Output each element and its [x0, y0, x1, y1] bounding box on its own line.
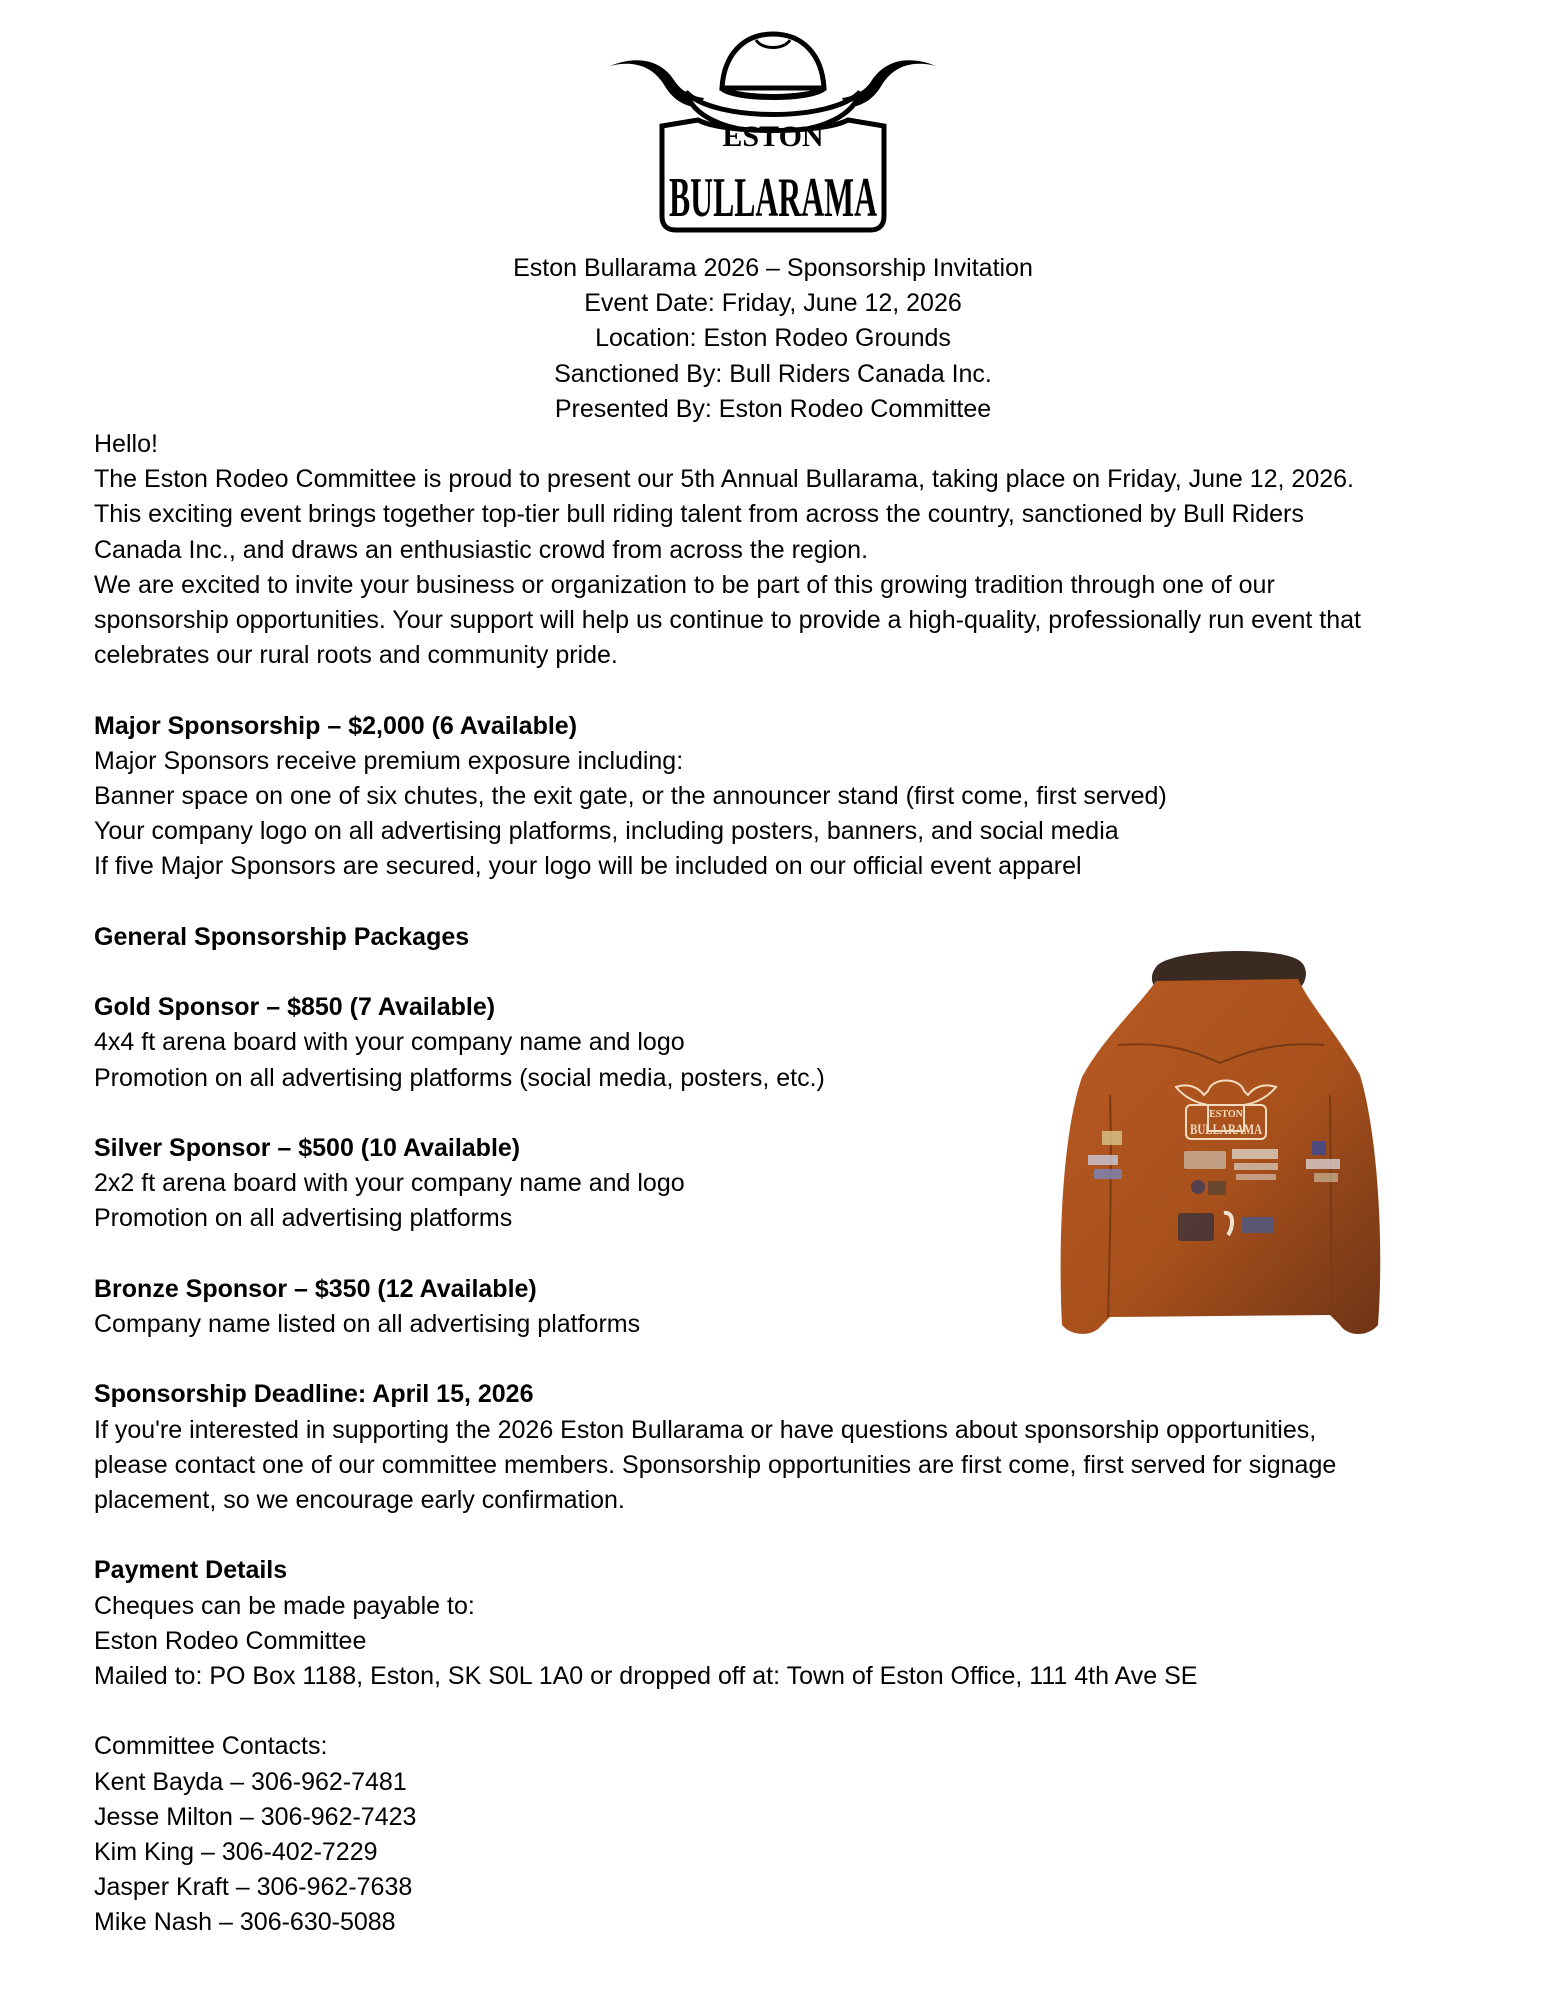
greeting: Hello! [94, 430, 158, 458]
eston-bullarama-logo [604, 26, 942, 236]
contact-entry: Kim King – 306-402-7229 [94, 1838, 378, 1866]
major-benefit-item: Your company logo on all advertising platforms, including posters, banners, and social media [94, 817, 1119, 846]
sponsor-patch [1312, 1141, 1326, 1155]
intro-paragraph-line: This exciting event brings together top-tier bull riding talent from across the country, sanctioned by Bull Riders [94, 500, 1304, 529]
silver-benefit-item: 2x2 ft arena board with your company name and logo [94, 1169, 685, 1198]
contact-entry: Jesse Milton – 306-962-7423 [94, 1802, 417, 1831]
deadline-paragraph-line: please contact one of our committee members. Sponsorship opportunities are first come, first served for signage [94, 1450, 1337, 1479]
invite-paragraph-line: celebrates our rural roots and community pride. [94, 641, 618, 670]
major-sponsorship-intro: Major Sponsors receive premium exposure including: [94, 746, 684, 775]
presenter: Presented By: Eston Rodeo Committee [554, 394, 992, 423]
event-location: Location: Eston Rodeo Grounds [595, 324, 951, 353]
sponsor-patch [1094, 1169, 1122, 1179]
mailing-address: Mailed to: PO Box 1188, Eston, SK S0L 1A0 or dropped off at: Town of Eston Office, 111 4th Ave SE [94, 1662, 1198, 1690]
deadline-paragraph-line: If you're interested in supporting the 2026 Eston Bullarama or have questions about sponsorship opportunities, [94, 1415, 1317, 1444]
sponsor-patch [1178, 1213, 1214, 1241]
spacer [94, 1694, 1474, 1729]
payment-heading: Payment Details [94, 1556, 288, 1585]
payee-name: Eston Rodeo Committee [94, 1626, 367, 1655]
contact-entry: Jasper Kraft – 306-962-7638 [94, 1873, 413, 1902]
contact-entry: Kent Bayda – 306-962-7481 [94, 1767, 407, 1796]
deadline-heading: Sponsorship Deadline: April 15, 2026 [94, 1380, 534, 1409]
sponsor-patch [1242, 1217, 1274, 1233]
bronze-benefit-item: Company name listed on all advertising platforms [94, 1310, 641, 1338]
sanctioning-body: Sanctioned By: Bull Riders Canada Inc. [554, 359, 992, 388]
event-jacket-image [1048, 945, 1392, 1345]
invitation-title: Eston Bullarama 2026 – Sponsorship Invitation [513, 254, 1033, 282]
sponsor-patch [1088, 1155, 1118, 1165]
bronze-sponsor-heading: Bronze Sponsor – $350 (12 Available) [94, 1274, 537, 1303]
intro-paragraph-line: Canada Inc., and draws an enthusiastic crowd from across the region. [94, 535, 869, 564]
major-benefit-item: Banner space on one of six chutes, the exit gate, or the announcer stand (first come, first served) [94, 782, 1167, 811]
intro-paragraph-line: The Eston Rodeo Committee is proud to present our 5th Annual Bullarama, taking place on Friday, June 12, 2026. [94, 465, 1354, 494]
event-date: Event Date: Friday, June 12, 2026 [584, 289, 962, 318]
spacer [94, 885, 1474, 920]
general-packages-heading: General Sponsorship Packages [94, 922, 470, 951]
sponsor-patch [1314, 1173, 1338, 1182]
major-benefit-item: If five Major Sponsors are secured, your logo will be included on our official event apparel [94, 852, 1082, 881]
deadline-paragraph-line: placement, so we encourage early confirmation. [94, 1486, 625, 1514]
sponsor-patch [1234, 1163, 1278, 1170]
patch-text-bullarama: BULLARAMA [1190, 1122, 1263, 1138]
spacer [94, 1518, 1474, 1553]
patch-text-eston: ESTON [1209, 1109, 1243, 1120]
invite-paragraph-line: sponsorship opportunities. Your support will help us continue to provide a high-quality, professionally run event that [94, 606, 1361, 635]
logo-text-eston: ESTON [722, 120, 824, 153]
sponsor-patch [1102, 1131, 1122, 1145]
sponsor-patch [1232, 1149, 1278, 1159]
sponsor-patch [1191, 1180, 1205, 1194]
gold-benefit-item: Promotion on all advertising platforms (social media, posters, etc.) [94, 1063, 825, 1092]
payment-line: Cheques can be made payable to: [94, 1591, 475, 1620]
silver-benefit-item: Promotion on all advertising platforms [94, 1204, 513, 1233]
sponsor-patch [1306, 1159, 1340, 1169]
sponsor-patch [1208, 1181, 1226, 1195]
major-sponsorship-heading: Major Sponsorship – $2,000 (6 Available) [94, 711, 578, 740]
gold-benefit-item: 4x4 ft arena board with your company name and logo [94, 1028, 685, 1057]
gold-sponsor-heading: Gold Sponsor – $850 (7 Available) [94, 993, 496, 1022]
contacts-heading: Committee Contacts: [94, 1732, 328, 1761]
invite-paragraph-line: We are excited to invite your business or organization to be part of this growing tradition through one of our [94, 570, 1275, 599]
logo-text-bullarama: BULLARAMA [669, 167, 878, 229]
contact-entry: Mike Nash – 306-630-5088 [94, 1908, 396, 1937]
silver-sponsor-heading: Silver Sponsor – $500 (10 Available) [94, 1134, 521, 1162]
spacer [94, 673, 1474, 708]
spacer [94, 1342, 1474, 1377]
event-header [0, 251, 1546, 427]
sponsor-patch [1236, 1174, 1276, 1180]
sponsor-patch [1184, 1151, 1226, 1169]
